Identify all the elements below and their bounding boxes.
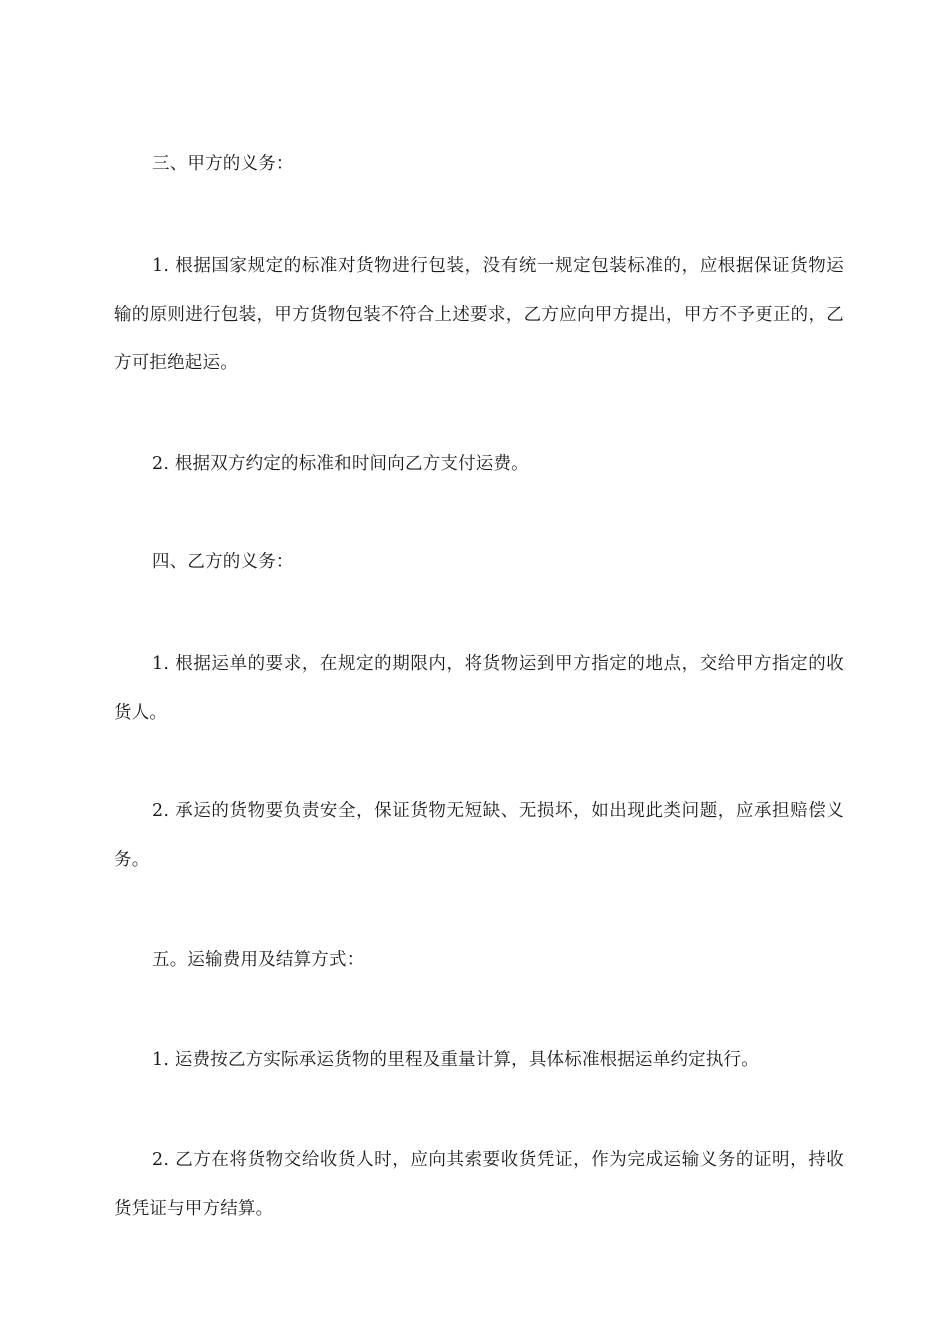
paragraph-settlement-receipt: 2. 乙方在将货物交给收货人时，应向其索要收货凭证，作为完成运输义务的证明，持收货凭证与甲方结算。 bbox=[114, 1150, 844, 1219]
paragraph-party-a-payment: 2. 根据双方约定的标准和时间向乙方支付运费。 bbox=[152, 454, 529, 474]
section-heading-party-b-obligations: 四、乙方的义务： bbox=[152, 552, 294, 572]
paragraph-fee-calculation: 1. 运费按乙方实际承运货物的里程及重量计算，具体标准根据运单约定执行。 bbox=[152, 1050, 759, 1070]
paragraph-party-a-packaging: 1. 根据国家规定的标准对货物进行包装，没有统一规定包装标准的，应根据保证货物运输的原则进行包装，甲方货物包装不符合上述要求，乙方应向甲方提出，甲方不予更正的，乙方可拒绝起运。 bbox=[114, 256, 844, 373]
section-heading-party-a-obligations: 三、甲方的义务： bbox=[152, 154, 294, 174]
paragraph-party-b-safety: 2. 承运的货物要负责安全，保证货物无短缺、无损坏，如出现此类问题，应承担赔偿义务。 bbox=[114, 801, 844, 870]
section-heading-fees-settlement: 五。运输费用及结算方式： bbox=[152, 950, 365, 970]
paragraph-party-b-delivery: 1. 根据运单的要求，在规定的期限内，将货物运到甲方指定的地点，交给甲方指定的收货人。 bbox=[114, 654, 844, 723]
